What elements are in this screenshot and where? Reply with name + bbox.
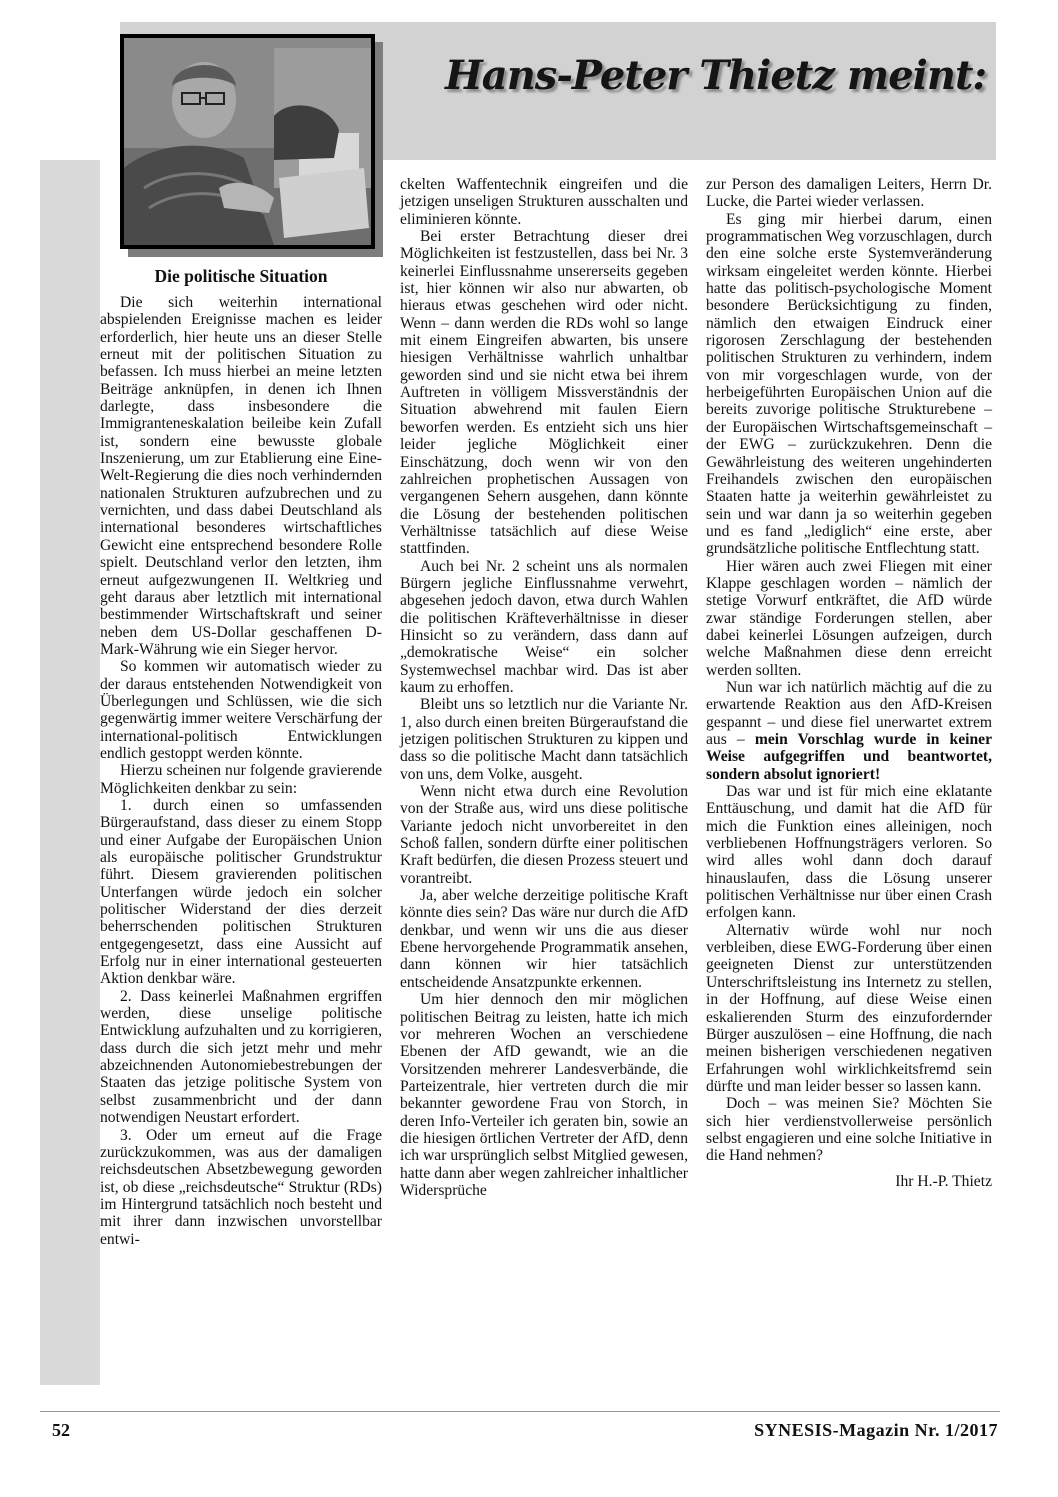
paragraph: 3. Oder um erneut auf die Frage zurückzukommen, was aus der damaligen reichsdeutschen Absetzbewegung geworden ist, ob diese „reichsdeutsche“ Struktur (RDs) im Hintergrund tatsächlich noch besteht und mit ihrer dann inzwischen unvorstellbar entwi- bbox=[100, 1126, 382, 1248]
page-title: Hans-Peter Thietz meint: bbox=[445, 52, 987, 99]
column-1 bbox=[100, 294, 382, 1248]
section-heading: Die politische Situation bbox=[154, 266, 328, 286]
paragraph: Hier wären auch zwei Fliegen mit einer Klappe geschlagen worden – nämlich der stetige Vorwurf entkräftet, die AfD würde zwar ständige Forderungen stellen, aber dabei keinerlei Lösungen aufzeigen, durch welche Maßnahmen diese denn erreicht werden sollten. bbox=[706, 557, 992, 679]
emphasis-text: mein Vorschlag wurde in keiner Weise aufgegriffen und beantwortet, sondern absolut ignoriert! bbox=[706, 731, 992, 783]
paragraph: Bei erster Betrachtung dieser drei Möglichkeiten ist festzustellen, dass bei Nr. 3 keinerlei Einflussnahme unsererseits gegeben ist, hier können wir also nur abwarten, ob hieraus etwas geschehen wird oder nicht. Wenn – dann werden die RDs wohl so lange mit einem Eingreifen abwarten, bis unsere hiesigen Verhältnisse wahrlich unhaltbar geworden sind und sie nicht etwa bei ihrem Auftreten in völligem Missverständnis der Situation abwehrend mit faulen Eiern beworfen werden. Es entzieht sich uns hier leider jegliche Möglichkeit einer Einschätzung, doch wenn wir von den zahlreichen prophetischen Aussagen von vergangenen Sehern ausgehen, dann könnte die Lösung der bestehenden politischen Verhältnisse tatsächlich auf diese Weise stattfinden. bbox=[400, 228, 688, 558]
signature: Ihr H.-P. Thietz bbox=[895, 1172, 992, 1190]
paragraph: Ja, aber welche derzeitige politische Kraft könnte dies sein? Das wäre nur durch die AfD denkbar, und wenn wir uns die aus dieser Ebene hervorgehende Programmatik ansehen, dann können wir hier tatsächlich entscheidende Ansatzpunkte erkennen. bbox=[400, 887, 688, 991]
paragraph: Doch – was meinen Sie? Möchten Sie sich hier verdienstvollerweise persönlich selbst engagieren und eine solche Initiative in die Hand nehmen? bbox=[706, 1095, 992, 1165]
paragraph: So kommen wir automatisch wieder zu der daraus entstehenden Notwendigkeit von Überlegungen und Schlüssen, wie die sich gegenwärtig immer weitere Verschärfung der international-politisch Entwicklungen endlich gestoppt werden könnte. bbox=[100, 658, 383, 762]
paragraph: Um hier dennoch den mir möglichen politischen Beitrag zu leisten, hatte ich mich vor mehreren Wochen an verschiedene Ebenen der AfD gewandt, wie an die Vorsitzenden mehrerer Landesverbände, die Parteizentrale, hier vertreten durch die mir bekannter gewordene Frau von Storch, in deren Info-Verteiler ich geraten bin, sowie an die hiesigen örtlichen Vertreter der AfD, denn ich war ursprünglich selbst Mitglied gewesen, hatte dann aber wegen zahlreicher inhaltlicher Widersprüche bbox=[400, 991, 688, 1199]
page-number: 52 bbox=[52, 1420, 70, 1440]
magazine-issue: SYNESIS-Magazin Nr. 1/2017 bbox=[754, 1420, 998, 1440]
paragraph: 1. durch einen so umfassenden Bürgeraufstand, dass dieser zu einem Stopp und einer Aufgabe der Europäischen Union als europäische politischer Grundstruktur führt. Diesem gravierenden politischen Unterfangen würde jedoch ein solcher politischer Widerstand der dies derzeit beherrschenden politischen Strukturen entgegengesetzt, dass eine Aussicht auf Erfolg nur in einer international gesteuerten Aktion denkbar wäre. bbox=[100, 796, 382, 988]
paragraph: 2. Dass keinerlei Maßnahmen ergriffen werden, diese unselige politische Entwicklung aufzuhalten und zu korrigieren, dass durch die sich jetzt mehr und mehr abzeichnenden Autonomiebestrebungen der Staaten das jetzige politische System von selbst zusammenbricht und der dann notwendigen Neustart erfordert. bbox=[100, 987, 382, 1127]
paragraph-text: Nun war ich natürlich mächtig auf die zu erwartende Reaktion aus den AfD-Kreisen gespannt – und diese fiel unerwartet extrem aus – bbox=[706, 678, 992, 748]
paragraph: Es ging mir hierbei darum, einen programmatischen Weg vorzuschlagen, durch den eine solche erste Systemveränderung wirksam eingeleitet werden könnte. Hierbei hatte das politisch-psychologische Moment besondere Berücksichtigung zu finden, nämlich den etwaigen Eindruck einer rigorosen Zerschlagung der bestehenden politischen Strukturen zu verhindern, indem von mir vorgeschlagen wurde, von der herbeigeführten Europäischen Union auf die bereits zuvorige politische Strukturebene – der Europäischen Wirtschaftsgemeinschaft – der EWG – zurückzukehren. Denn die Gewährleistung des weiteren ungehinderten Freihandels zwischen den europäischen Staaten hatte ja weiterhin gewährleistet zu sein und war dann ja so weiterhin gegeben und es fand „lediglich“ eine erste, aber grundsätzliche politische Entflechtung statt. bbox=[706, 210, 992, 558]
paragraph: Auch bei Nr. 2 scheint uns als normalen Bürgern jegliche Einflussnahme verwehrt, abgesehen jedoch davon, etwa durch Wahlen die politischen Kräfteverhältnisse in dieser Hinsicht so zu verändern, dass dann auf „demokratische Weise“ ein solcher Systemwechsel machbar wird. Das ist aber kaum zu erhoffen. bbox=[400, 557, 688, 696]
paragraph: Alternativ würde wohl nur noch verbleiben, diese EWG-Forderung über einen geeigneten Dienst zur unterstützenden Unterschriftsleistung ins Internetz zu stellen, in der Hoffnung, auf diese Weise einen eskalierenden Sturm des einzufordernder Bürger auszulösen – eine Hoffnung, die nach meinen bisherigen verschiedenen negativen Erfahrungen wohl wirklichkeitsfremd sein dürfte und man leider besser so lassen kann. bbox=[706, 921, 992, 1095]
paragraph: Die sich weiterhin international abspielenden Ereignisse machen es leider erforderlich, hier heute uns an dieser Stelle erneut mit der politischen Situation zu befassen. Ich muss hierbei an meine letzten Beiträge anknüpfen, in denen ich Ihnen darlegte, dass insbesondere die Immigranteneskalation beileibe kein Zufall ist, sondern eine bewusste globale Inszenierung, um zur Etablierung eine Eine-Welt-Regierung die dies noch verhindernden nationalen Strukturen aufzubrechen und zu vernichten, und dass dabei Deutschland als international besonderes wirtschaftliches Gewicht eine entsprechend besondere Rolle spielt. Deutschland verlor den letzten, ihm erneut aufgezwungenen II. Weltkrieg und geht daraus aber letztlich mit international bestimmender Wirtschaftskraft und seiner neben dem US-Dollar geschaffenen D-Mark-Währung wie ein Sieger hervor. bbox=[100, 294, 382, 658]
column-2 bbox=[400, 176, 688, 1199]
paragraph: zur Person des damaligen Leiters, Herrn Dr. Lucke, die Partei wieder verlassen. bbox=[706, 176, 992, 211]
author-photo bbox=[120, 34, 375, 249]
author-photo-image bbox=[124, 38, 371, 245]
paragraph: ckelten Waffentechnik eingreifen und die jetzigen unseligen Strukturen ausschalten und eliminieren könnte. bbox=[400, 176, 688, 228]
paragraph: Bleibt uns so letztlich nur die Variante Nr. 1, also durch einen breiten Bürgeraufstand die jetzigen politischen Strukturen zu kippen und dass so die politische Macht dann tatsächlich von uns, dem Volke, ausgeht. bbox=[400, 696, 688, 783]
paragraph: Hierzu scheinen nur folgende gravierende Möglichkeiten denkbar zu sein: bbox=[100, 762, 382, 797]
paragraph: Das war und ist für mich eine eklatante Enttäuschung, und damit hat die AfD für mich die Funktion eines alleinigen, noch verbliebenen Hoffnungsträgers verloren. So wird alles wohl dann doch darauf hinauslaufen, dass die Lösung unserer politischen Verhältnisse nur über einen Crash erfolgen kann. bbox=[706, 783, 992, 922]
column-3 bbox=[706, 176, 992, 1190]
footer-divider bbox=[40, 1411, 1000, 1412]
paragraph: Wenn nicht etwa durch eine Revolution von der Straße aus, wird uns diese politische Variante jedoch nicht unvorbereitet in den Schoß fallen, sondern dürfte einer politischen Kraft bedürfen, die diesen Prozess steuert und vorantreibt. bbox=[400, 783, 688, 887]
side-strip bbox=[40, 160, 100, 1385]
paragraph bbox=[706, 679, 992, 783]
